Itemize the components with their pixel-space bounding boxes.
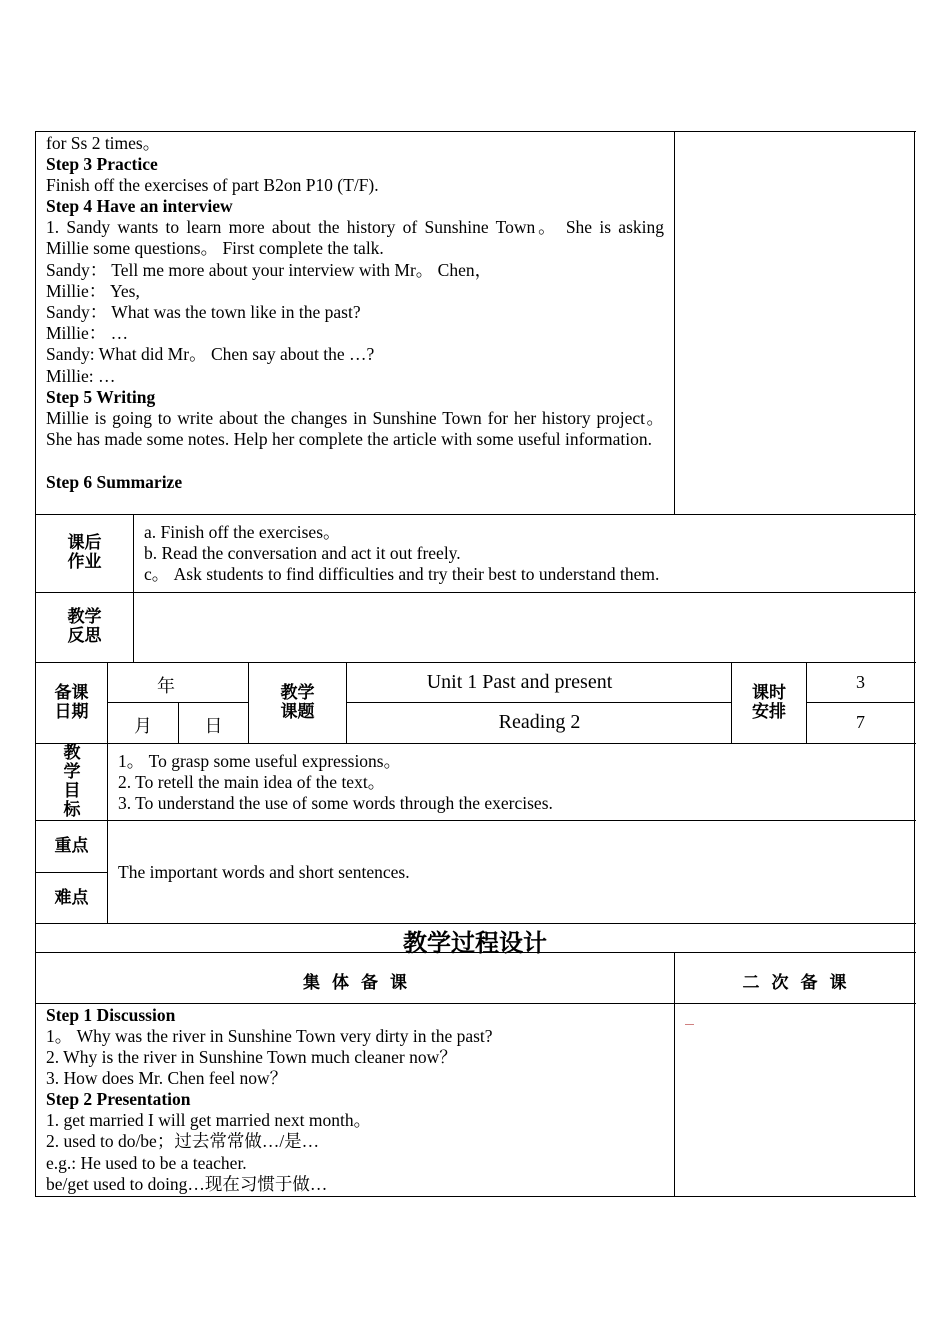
lesson-title: Reading 2 (498, 711, 581, 733)
divider (107, 702, 249, 703)
dialogue-line: Sandy： Tell me more about your interview with Mr。 Chen， (46, 260, 493, 280)
dialogue-line: Millie： … (46, 323, 129, 343)
step2-item: be/get used to doing…现在习惯于做… (46, 1174, 328, 1194)
date-month: 月 (134, 716, 152, 736)
step1-item: 3. How does Mr. Chen feel now？ (46, 1068, 288, 1088)
topic-label: 教学 课题 (280, 683, 315, 722)
divider (35, 872, 108, 873)
homework-item: c。 Ask students to find difficulties and try their best to understand them. (144, 564, 660, 584)
step5-text: Millie is going to write about the changes in Sunshine Town for her history project。 She has made some notes. Help her complete the article with some useful information. (46, 408, 664, 449)
divider (346, 702, 732, 703)
step2-item: 2. used to do/be；过去常常做…/是… (46, 1131, 320, 1151)
key-points-text: The important words and short sentences. (118, 862, 410, 882)
reflection-label: 教学 反思 (67, 607, 102, 646)
step2-title: Step 2 Presentation (46, 1089, 191, 1109)
objective-item: 3. To understand the use of some words through the exercises. (118, 793, 553, 813)
period-top: 3 (856, 672, 865, 692)
divider (806, 702, 915, 703)
homework-label: 课后 作业 (67, 533, 102, 572)
table-top-border (35, 131, 916, 132)
dialogue-line: Millie： Yes, (46, 281, 140, 301)
step2-item: 1. get married I will get married next month。 (46, 1110, 372, 1130)
divider (35, 592, 916, 593)
unit-title: Unit 1 Past and present (426, 671, 613, 693)
period-label: 课时 安排 (752, 683, 786, 722)
objectives-label: 教 学 目 标 (63, 743, 81, 820)
step1-item: 2. Why is the river in Sunshine Town much cleaner now？ (46, 1047, 457, 1067)
date-year: 年 (157, 676, 175, 696)
step3-title: Step 3 Practice (46, 154, 158, 174)
step1-title: Step 1 Discussion (46, 1005, 176, 1025)
process-title: 教学过程设计 (403, 929, 547, 957)
dialogue-line: Sandy: What did Mr。 Chen say about the …? (46, 344, 375, 364)
cursor-mark (685, 1024, 694, 1025)
second-prep-header: 二次备课 (742, 973, 859, 993)
collective-prep-header: 集体备课 (303, 973, 419, 993)
divider (35, 514, 916, 515)
difficult-label: 难点 (54, 888, 89, 908)
objective-item: 1。 To grasp some useful expressions。 (118, 751, 402, 771)
step2-item: e.g.: He used to be a teacher. (46, 1153, 247, 1173)
interview-intro: 1. Sandy wants to learn more about the history of Sunshine Town。 She is asking Millie some questions。 First complete the talk. (46, 217, 664, 258)
homework-item: b. Read the conversation and act it out freely. (144, 543, 461, 563)
period-bottom: 7 (856, 712, 865, 732)
objective-item: 2. To retell the main idea of the text。 (118, 772, 386, 792)
step4-title: Step 4 Have an interview (46, 196, 233, 216)
date-day: 日 (204, 716, 223, 736)
top-line: for Ss 2 times。 (46, 133, 161, 153)
date-label: 备课 日期 (54, 683, 89, 722)
key-label: 重点 (54, 836, 89, 856)
divider (133, 514, 134, 663)
table-left-border (35, 131, 36, 1197)
divider (35, 743, 916, 744)
divider (35, 820, 916, 821)
step3-text: Finish off the exercises of part B2on P10 (T/F). (46, 175, 379, 195)
divider (35, 1003, 916, 1004)
step6-title: Step 6 Summarize (46, 472, 183, 492)
table-right-border (914, 131, 915, 1197)
dialogue-line: Millie: … (46, 366, 116, 386)
divider (35, 662, 916, 663)
dialogue-line: Sandy： What was the town like in the past? (46, 302, 361, 322)
step1-item: 1。 Why was the river in Sunshine Town very dirty in the past? (46, 1026, 493, 1046)
divider (674, 131, 675, 515)
homework-item: a. Finish off the exercises。 (144, 522, 341, 542)
step5-title: Step 5 Writing (46, 387, 156, 407)
table-bottom-border (35, 1196, 916, 1197)
